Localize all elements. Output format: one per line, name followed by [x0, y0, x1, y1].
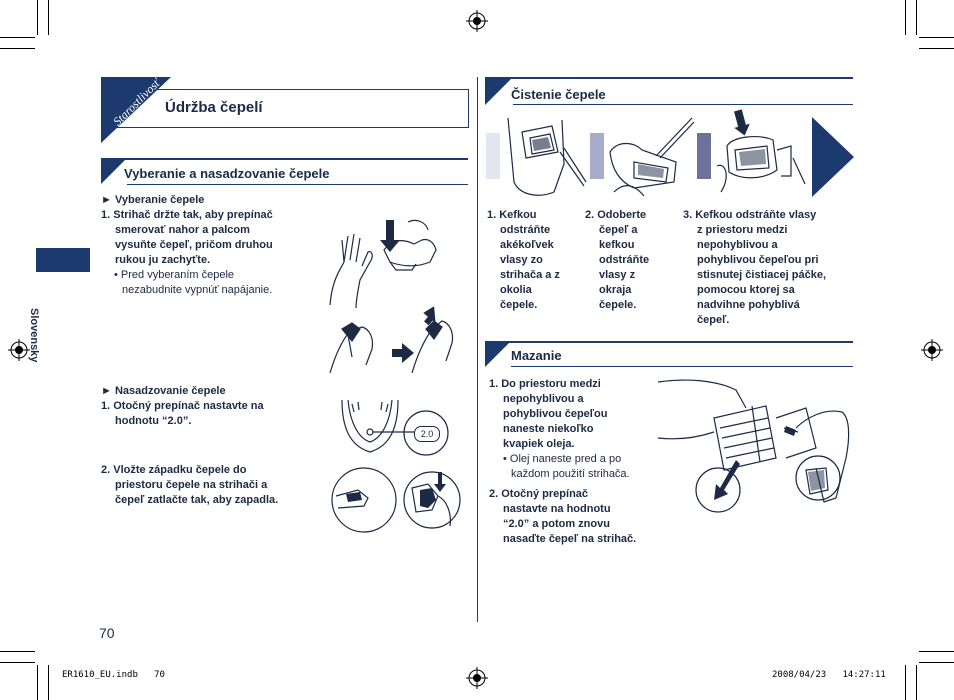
oil-step-2: 2. Otočný prepínač nastavte na hodnotu “2.0” a potom znovu nasaďte čepeľ na strihač. — [489, 488, 637, 545]
clean-step-3: 3. Kefkou odstráňte vlasy z priestoru medzi nepohyblivou a pohyblivou čepeľou pri stisnutej čistiacej páčke, pomocou ktorej sa nadvihne pohyblivá čepeľ. — [683, 209, 827, 326]
remove-heading: ► Vyberanie čepele — [101, 194, 205, 206]
language-tab-label: Slovensky — [28, 308, 40, 363]
insert-blade-illustration — [328, 466, 464, 534]
clean-step-2: 2. Odoberte čepeľ a kefkou odstráňte vlasy z okraja čepele. — [585, 209, 650, 311]
section-title-oiling: Mazanie — [511, 348, 562, 363]
step-progress-arrow — [812, 117, 854, 197]
hand-remove-blade-illustration — [320, 210, 440, 310]
clean-step-1: 1. Kefkou odstráňte akékoľvek vlasy zo strihača a z okolia čepele. — [487, 209, 560, 311]
section-rule — [485, 77, 853, 79]
remove-note: • Pred vyberaním čepele nezabudnite vypnúť napájanie. — [114, 269, 273, 296]
clean-step-panel-1 — [486, 133, 500, 179]
page-title: Údržba čepelí — [165, 99, 263, 116]
section-rule-lower — [127, 184, 468, 185]
footer-file-info: ER1610_EU.indb 70 — [62, 670, 165, 680]
section-rule-lower — [511, 366, 853, 367]
oil-note: • Olej naneste pred a po každom použití strihača. — [503, 453, 630, 480]
brush-trimmer-illustration — [500, 112, 588, 200]
oil-step-1: 1. Do priestoru medzi nepohyblivou a pohyblivou čepeľou naneste niekoľko kvapiek oleja. — [489, 378, 608, 450]
clean-step-panel-2 — [590, 133, 604, 179]
section-rule-lower — [513, 104, 853, 105]
brush-blade-illustration — [604, 112, 696, 200]
registration-mark-icon — [8, 339, 30, 361]
section-title-remove-attach: Vyberanie a nasadzovanie čepele — [124, 166, 330, 181]
clean-step-panel-3 — [697, 133, 711, 179]
section-rule — [485, 341, 853, 343]
attach-heading: ► Nasadzovanie čepele — [101, 385, 226, 397]
section-marker — [485, 77, 513, 105]
section-title-cleaning: Čistenie čepele — [511, 87, 606, 102]
remove-step-1: 1. Strihač držte tak, aby prepínač smerovať nahor a palcom vysuňte čepeľ, pričom druhou rukou ju zachyťte. — [101, 209, 273, 266]
registration-mark-icon — [921, 339, 943, 361]
dial-illustration — [338, 398, 456, 456]
registration-mark-icon — [466, 667, 488, 689]
oiling-illustration — [656, 378, 852, 518]
brush-lever-illustration — [711, 106, 811, 200]
section-marker — [485, 341, 511, 367]
care-badge-label: Starostlivosť — [110, 75, 164, 129]
footer-timestamp: 2008/04/23 14:27:11 — [772, 670, 886, 680]
blade-removal-sequence-illustration — [322, 305, 462, 375]
language-tab — [36, 248, 90, 272]
attach-step-1: 1. Otočný prepínač nastavte na hodnotu “2.0”. — [101, 400, 264, 427]
section-rule — [101, 158, 468, 160]
page-number: 70 — [99, 625, 115, 641]
column-divider — [477, 77, 478, 622]
dial-value-label: 2.0 — [414, 426, 440, 442]
attach-step-2: 2. Vložte západku čepele do priestoru čepele na strihači a čepeľ zatlačte tak, aby zapadla. — [101, 464, 279, 506]
registration-mark-icon — [466, 10, 488, 32]
